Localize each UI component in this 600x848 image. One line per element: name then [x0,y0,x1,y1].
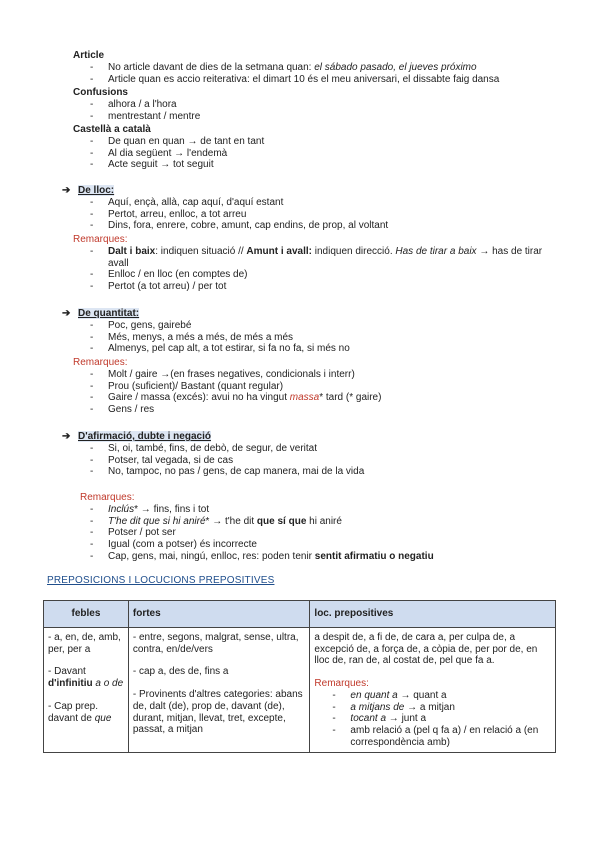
quantitat-heading: ➔ De quantitat: [62,308,140,319]
afirmacio-heading: ➔ D'afirmació, dubte i negació [62,431,211,442]
list-item: - Gens / res [90,404,560,416]
list-item: - Molt / gaire →(en frases negatives, condicionals i interr) [90,369,560,381]
arrow-right-icon: ➔ [62,308,71,319]
list-item: - No, tampoc, no pas / gens, de cap manera, mai de la vida [90,466,560,478]
loc-remarks-list [314,690,551,749]
lloc-list [90,197,560,232]
table-row [44,628,556,753]
list-item: - amb relació a (pel q fa a) / en relació a (en correspondència amb) [332,725,551,748]
column-header: loc. prepositives [310,601,556,628]
afirmacio-remarks-heading: Remarques: [80,492,135,503]
list-item: - Poc, gens, gairebé [90,320,560,332]
list-item: - T'he dit que si hi aniré* → t'he dit que sí que hi aniré [90,516,560,528]
lloc-heading: ➔ De lloc: [62,185,115,196]
loc-remarks-heading: Remarques: [314,678,369,690]
fortes-cell: - entre, segons, malgrat, sense, ultra, contra, en/de/vers - cap a, des de, fins a - Provinents d'altres categories: abans de, dalt (de), prop de, davant (de), durant, mitjan, llevat, tret, excepte, passat, a mitjan [128,628,310,753]
list-item: - Almenys, pel cap alt, a tot estirar, si fa no fa, si més no [90,343,560,355]
confusions-list [90,99,560,122]
quantitat-remarks-heading: Remarques: [73,357,128,368]
list-item: - Cap, gens, mai, ningú, enlloc, res: poden tenir sentit afirmatiu o negatiu [90,551,560,563]
list-item: - Enlloc / en lloc (en comptes de) [90,269,560,281]
list-item: - Al dia següent → l'endemà [90,148,560,160]
list-item: - Pertot, arreu, enlloc, a tot arreu [90,209,560,221]
list-item: - Dins, fora, enrere, cobre, amunt, cap endins, de prop, al voltant [90,220,560,232]
list-item: - Potser, tal vegada, si de cas [90,455,560,467]
article-heading: Article [73,50,105,61]
list-item: - tocant a → junt a [332,713,551,725]
article-list [90,62,560,85]
castella-heading: Castellà a català [73,124,151,135]
list-item: - a mitjans de → a mitjan [332,702,551,714]
list-item: - Més, menys, a més a més, de més a més [90,332,560,344]
list-item: - Inclús* → fins, fins i tot [90,504,560,516]
table-header-row [44,601,556,628]
lloc-remarks-list [90,246,560,293]
list-item: - Dalt i baix: indiquen situació // Amunt i avall: indiquen direcció. Has de tirar a baix → has de tirar avall [90,246,560,269]
list-item: - Pertot (a tot arreu) / per tot [90,281,560,293]
list-item: - Article quan es accio reiterativa: el dimart 10 és el meu aniversari, el dissabte faig dansa [90,74,560,86]
confusions-heading: Confusions [73,87,128,98]
list-item: - Gaire / massa (excés): avui no ha vingut massa* tard (* gaire) [90,392,560,404]
preposicions-table [43,600,556,753]
list-item: - De quan en quan → de tant en tant [90,136,560,148]
list-item: - Prou (suficient)/ Bastant (quant regular) [90,381,560,393]
loc-prepositives-cell: a despit de, a fi de, de cara a, per culpa de, a excepció de, a força de, a còpia de, per por de, en lloc de, ran de, al costat de, pel que fa a. Remarques: - en quant a → quant a - a mitjans de → a mitjan - tocant a → junt a - amb relació a (pel q fa a) / en relació a (en correspondència amb) [310,628,556,753]
list-item: - No article davant de dies de la setmana quan: el sábado pasado, el jueves próximo [90,62,560,74]
febles-cell: - a, en, de, amb, per, per a - Davant d'infinitiu a o de - Cap prep. davant de que [44,628,129,753]
afirmacio-list [90,443,560,478]
arrow-right-icon: ➔ [62,431,71,442]
list-item: - Igual (com a potser) és incorrecte [90,539,560,551]
list-item: - Si, oi, també, fins, de debò, de segur, de veritat [90,443,560,455]
quantitat-list [90,320,560,355]
list-item: - alhora / a l'hora [90,99,560,111]
castella-list [90,136,560,171]
list-item: - en quant a → quant a [332,690,551,702]
quantitat-remarks-list [90,369,560,416]
list-item: - Potser / pot ser [90,527,560,539]
arrow-right-icon: ➔ [62,185,71,196]
preposicions-heading: PREPOSICIONS I LOCUCIONS PREPOSITIVES [47,575,275,586]
column-header: fortes [128,601,310,628]
list-item: - Acte seguit → tot seguit [90,159,560,171]
list-item: - mentrestant / mentre [90,111,560,123]
column-header: febles [44,601,129,628]
lloc-remarks-heading: Remarques: [73,234,128,245]
list-item: - Aquí, ençà, allà, cap aquí, d'aquí estant [90,197,560,209]
afirmacio-remarks-list [90,504,560,563]
